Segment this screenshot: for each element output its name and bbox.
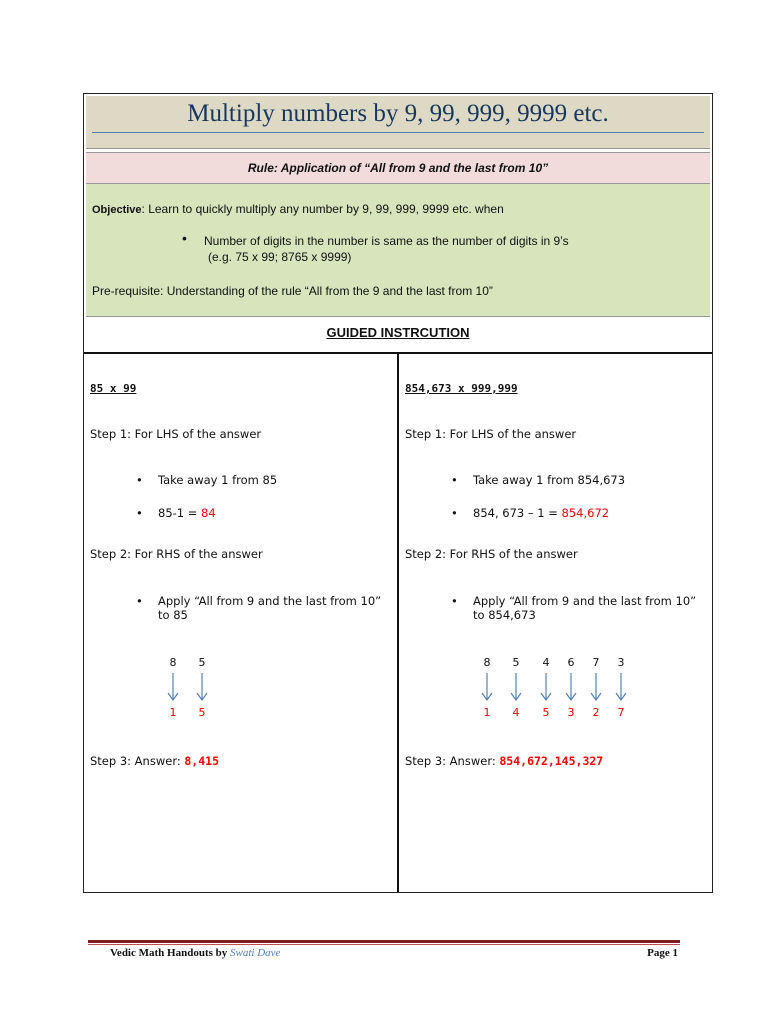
example-right (399, 354, 712, 892)
digit-original: 6 (567, 656, 575, 669)
bullet-left-3 (136, 594, 382, 622)
bullet-right-3 (451, 594, 697, 622)
step3-right-text: Step 3: Answer: (405, 754, 500, 768)
example-left (84, 354, 399, 892)
page-title: Multiply numbers by 9, 99, 999, 9999 etc. (187, 100, 609, 127)
digit-result: 4 (512, 706, 520, 719)
rule-text: Rule: Application of “All from 9 and the last from 10” (247, 161, 549, 175)
bullet-icon: • (136, 473, 143, 487)
bullet-icon: • (451, 594, 458, 608)
bullet-left-3-line1: Apply “All from 9 and the last from 10” (158, 594, 382, 608)
bullet-right-2 (451, 506, 610, 520)
bullet-icon: • (136, 594, 143, 608)
guided-heading-row (86, 318, 710, 352)
lhs-value-left: 84 (201, 506, 216, 520)
bullet-icon: • (451, 473, 458, 487)
step1-left: Step 1: For LHS of the answer (90, 427, 262, 441)
worked-examples (84, 352, 712, 892)
footer-credit (110, 947, 280, 959)
bullet-icon: • (182, 230, 187, 246)
handout-sheet (83, 93, 713, 893)
lhs-value-right: 854,672 (561, 506, 610, 520)
down-arrow-icon (195, 672, 209, 702)
digit-result: 3 (567, 706, 575, 719)
digit-original: 3 (617, 656, 625, 669)
bullet-right-1-text: Take away 1 from 854,673 (473, 473, 626, 487)
objective-bullet: Number of digits in the number is same as the number of digits in 9’s (204, 234, 569, 248)
bullet-left-1-text: Take away 1 from 85 (158, 473, 278, 487)
objective-text: : Learn to quickly multiply any number by 9, 99, 999, 9999 etc. when (141, 202, 504, 216)
step3-left-text: Step 3: Answer: (90, 754, 185, 768)
down-arrow-icon (539, 672, 553, 702)
page-number: Page 1 (647, 947, 678, 959)
footer-rule-accent (88, 944, 680, 945)
objective-label: Objective (92, 204, 142, 216)
bullet-left-1 (136, 473, 278, 487)
bullet-left-2-text: 85-1 = (158, 506, 202, 520)
footer-prefix: Vedic Math Handouts by (110, 947, 231, 959)
digit-original: 7 (592, 656, 600, 669)
digit-result: 1 (169, 706, 177, 719)
digit-original: 8 (169, 656, 177, 669)
down-arrow-icon (589, 672, 603, 702)
digit-result: 5 (198, 706, 206, 719)
step3-left (90, 754, 219, 768)
step1-right: Step 1: For LHS of the answer (405, 427, 577, 441)
problem-left: 85 x 99 (90, 382, 137, 395)
digit-result: 2 (592, 706, 600, 719)
title-banner (86, 96, 710, 149)
bullet-right-2-text: 854, 673 – 1 = (473, 506, 562, 520)
objective-example: (e.g. 75 x 99; 8765 x 9999) (208, 250, 352, 264)
bullet-right-3-line1: Apply “All from 9 and the last from 10” (473, 594, 697, 608)
bullet-left-3-line2: to 85 (158, 608, 188, 622)
answer-right: 854,672,145,327 (499, 754, 604, 768)
step3-right (405, 754, 603, 768)
bullet-icon: • (451, 506, 458, 520)
bullet-right-1 (451, 473, 626, 487)
objective-section (86, 184, 710, 317)
bullet-left-2 (136, 506, 216, 520)
step2-left: Step 2: For RHS of the answer (90, 547, 263, 561)
bullet-icon: • (136, 506, 143, 520)
bullet-right-3-line2: to 854,673 (473, 608, 536, 622)
rule-banner (86, 152, 710, 184)
down-arrow-icon (509, 672, 523, 702)
guided-heading: GUIDED INSTRCUTION (326, 325, 470, 340)
down-arrow-icon (614, 672, 628, 702)
digit-result: 7 (617, 706, 625, 719)
digit-original: 8 (483, 656, 491, 669)
digit-original: 5 (198, 656, 206, 669)
digit-original: 5 (512, 656, 520, 669)
title-underline (92, 132, 704, 133)
digit-original: 4 (542, 656, 550, 669)
answer-left: 8,415 (184, 754, 219, 768)
step2-right: Step 2: For RHS of the answer (405, 547, 578, 561)
down-arrow-icon (166, 672, 180, 702)
down-arrow-icon (480, 672, 494, 702)
footer-rule (88, 940, 680, 943)
objective-line (92, 202, 504, 216)
digit-result: 5 (542, 706, 550, 719)
prerequisite-text: Pre-requisite: Understanding of the rule “All from the 9 and the last from 10” (92, 284, 493, 298)
digit-result: 1 (483, 706, 491, 719)
footer-author: Swati Dave (230, 947, 281, 959)
down-arrow-icon (564, 672, 578, 702)
problem-right: 854,673 x 999,999 (405, 382, 518, 395)
